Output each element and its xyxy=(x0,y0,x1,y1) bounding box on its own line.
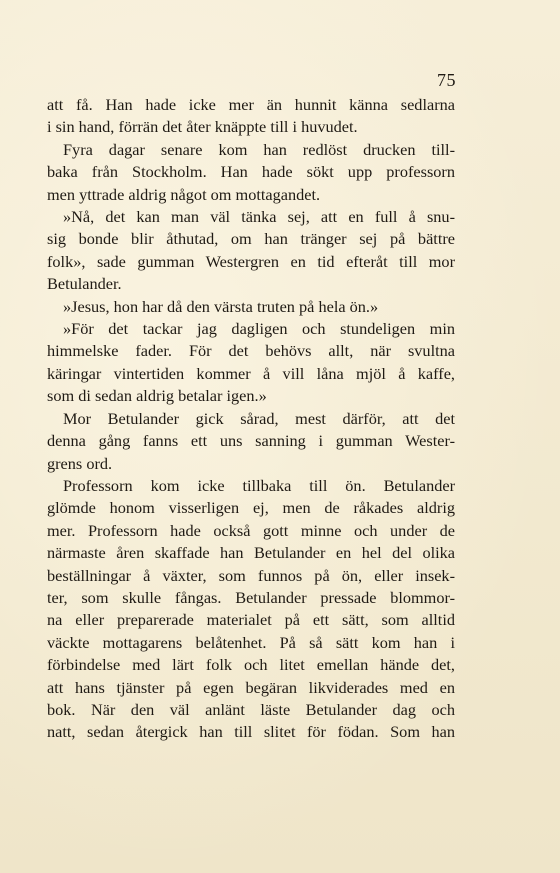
text-line: beställningar å växter, som funnos på ön, eller insek- xyxy=(47,565,455,585)
text-line: att hans tjänster på egen begäran likviderades med en xyxy=(47,677,455,697)
text-line: baka från Stockholm. Han hade sökt upp professorn xyxy=(47,162,455,182)
text-line: himmelske fader. För det behövs allt, när svultna xyxy=(47,341,455,361)
text-line: glömde honom visserligen ej, men de råkades aldrig xyxy=(47,498,455,518)
text-line: mer. Professorn hade också gott minne och under de xyxy=(47,520,455,540)
text-line: närmaste åren skaffade han Betulander en hel del olika xyxy=(47,543,455,563)
text-line: Mor Betulander gick sårad, mest därför, att det xyxy=(63,408,455,428)
text-line: ter, som skulle fångas. Betulander pressade blommor- xyxy=(47,587,455,607)
page-number: 75 xyxy=(437,70,456,90)
text-line: Fyra dagar senare kom han redlöst drucken till- xyxy=(63,139,455,159)
text-line: »Nå, det kan man väl tänka sej, att en full å snu- xyxy=(63,207,455,227)
text-line: »Jesus, hon har då den värsta truten på hela ön.» xyxy=(63,296,379,316)
text-line: käringar vintertiden kommer å vill låna mjöl å kaffe, xyxy=(47,363,455,383)
text-line: Professorn kom icke tillbaka till ön. Betulander xyxy=(63,475,455,495)
text-line: natt, sedan återgick han till slitet för födan. Som han xyxy=(47,722,455,742)
text-line: i sin hand, förrän det åter knäppte till i huvudet. xyxy=(47,117,358,137)
text-line: men yttrade aldrig något om mottagandet. xyxy=(47,184,321,204)
text-line: att få. Han hade icke mer än hunnit känna sedlarna xyxy=(47,95,455,114)
text-line: som di sedan aldrig betalar igen.» xyxy=(47,386,267,406)
text-line: na eller preparerade materialet på ett sätt, som alltid xyxy=(47,610,455,630)
text-line: bok. När den väl anlänt läste Betulander dag och xyxy=(47,699,455,719)
text-line: förbindelse med lärt folk och litet emellan hände det, xyxy=(47,655,455,675)
text-line: Betulander. xyxy=(47,274,122,294)
text-line: denna gång fanns ett uns sanning i gumman Wester- xyxy=(47,431,455,451)
text-line: sig bonde blir åthutad, om han tränger sej på bättre xyxy=(47,229,455,249)
text-line: »För det tackar jag dagligen och stundeligen min xyxy=(63,319,455,339)
body-text xyxy=(47,94,455,744)
text-line: grens ord. xyxy=(47,453,113,473)
text-line: folk», sade gumman Westergren en tid efteråt till mor xyxy=(47,251,455,271)
text-line: väckte mottagarens belåtenhet. På så sätt kom han i xyxy=(47,632,455,652)
